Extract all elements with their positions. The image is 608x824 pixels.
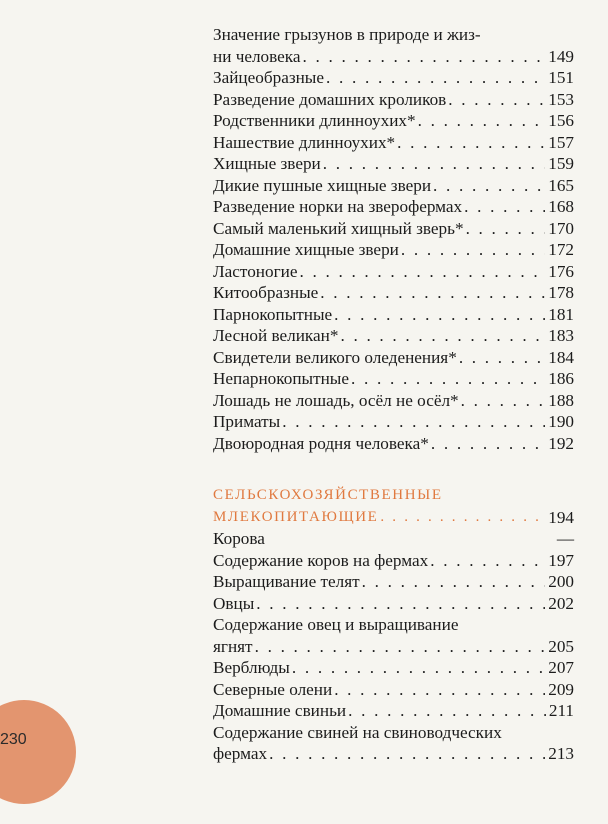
toc-entry-page: 170 [548,218,574,238]
toc-entry [213,261,574,283]
leader-dots [401,239,545,261]
toc-entry [213,411,574,433]
leader-dots [380,507,545,529]
toc-entry-title: Северные олени [213,679,333,699]
leader-dots [448,89,545,111]
toc-entry-title: Домашние свиньи [213,701,347,720]
toc-entry [213,347,574,369]
toc-entry-page: 202 [548,593,574,613]
toc-entry-page: 207 [548,658,574,677]
leader-dots [351,368,545,390]
toc-entry-title: Выращивание телят [213,572,360,591]
toc-entry-page: 209 [548,679,574,699]
toc-entry-title: Верблюды [213,658,290,677]
leader-dots [256,593,545,615]
toc-entry-page: 153 [548,89,574,109]
toc-entry [213,722,574,765]
section-heading [213,485,574,528]
toc-entry-page: 200 [548,572,574,591]
toc-entry-page: 188 [548,390,574,410]
toc-entry-page: 157 [548,132,574,152]
toc-entry-page: 184 [548,347,574,367]
toc-entry-title: ни человека [213,46,301,66]
leader-dots [397,132,545,154]
table-of-contents [213,24,574,765]
leader-dots [255,636,546,658]
toc-entry [213,390,574,412]
toc-entry-title: Дикие пушные хищные звери [213,175,432,195]
toc-entry [213,282,574,304]
toc-entry-line1: Содержание овец и выращивание [213,615,459,634]
toc-entry-title: Непарнокопытные [213,369,349,388]
section-heading-title: МЛЕКОПИТАЮЩИЕ [213,508,379,525]
toc-entry [213,304,574,326]
section-heading-page: 194 [548,507,574,527]
toc-entry-line1: Значение грызунов в природе и жиз- [213,25,481,44]
leader-dots [348,700,546,722]
toc-entry-title: Приматы [213,412,281,431]
toc-entry-page: 176 [548,261,574,281]
leader-dots [459,347,545,369]
toc-entry [213,593,574,615]
leader-dots [334,679,545,701]
toc-entry-title: фермах [213,744,268,763]
toc-entry-page: 149 [548,46,574,66]
show-through-text [8,18,208,778]
toc-entry-title: Свидетели великого оледенения* [213,347,457,367]
toc-entry [213,657,574,679]
toc-entry-page: 211 [548,701,574,720]
leader-dots [431,433,545,455]
toc-entry-page: 159 [548,154,574,173]
page-number: 230 [0,731,27,748]
toc-entry-title: Двоюродная родня человека* [213,433,429,453]
toc-entry [213,153,574,175]
toc-entry-page: 165 [548,175,574,195]
toc-entry [213,571,574,593]
toc-entry-title: Разведение домашних кроликов [213,89,447,109]
toc-entry [213,175,574,197]
toc-entry-title: Содержание коров на фермах [213,550,429,570]
toc-entry-title: Зайцеобразные [213,68,324,87]
toc-entry-title: Нашествие длинноухих* [213,132,396,152]
leader-dots [430,550,545,572]
toc-entry-title: Китообразные [213,283,319,302]
leader-dots [323,153,545,175]
toc-entry [213,67,574,89]
toc-entry-page: 178 [548,283,574,302]
toc-entry-title: Разведение норки на зверофермах [213,197,463,216]
toc-entry-page: 192 [548,433,574,453]
toc-entry-line1: Содержание свиней на свиноводческих [213,722,502,742]
toc-entry [213,679,574,701]
toc-entry [213,132,574,154]
toc-entry-title: ягнят [213,636,253,656]
toc-entry-page: 168 [548,197,574,216]
toc-entry [213,325,574,347]
toc-entry [213,239,574,261]
toc-entry-title: Хищные звери [213,154,321,173]
toc-entry [213,89,574,111]
toc-entry-title: Корова [213,529,265,548]
leader-dots [433,175,545,197]
leader-dots [292,657,545,679]
leader-dots [461,390,546,412]
toc-entry-page: 151 [548,68,574,87]
leader-dots [320,282,545,304]
toc-entry [213,550,574,572]
toc-entry-page: 183 [548,326,574,345]
toc-entry [213,24,574,67]
leader-dots [340,325,545,347]
toc-entry [213,110,574,132]
leader-dots [269,743,545,765]
leader-dots [326,67,545,89]
leader-dots [282,411,545,433]
toc-entry [213,218,574,240]
leader-dots [334,304,545,326]
toc-entry-title: Лошадь не лошадь, осёл не осёл* [213,390,459,410]
leader-dots [466,218,546,240]
section-heading-line1: СЕЛЬСКОХОЗЯЙСТВЕННЫЕ [213,487,443,503]
toc-entry [213,528,574,550]
leader-dots [362,571,546,593]
toc-entry-page: 186 [548,369,574,388]
toc-entry-page: 181 [548,304,574,324]
toc-entry-title: Парнокопытные [213,304,333,324]
toc-entry-page: 197 [548,550,574,570]
toc-entry-title: Самый маленький хищный зверь* [213,218,464,238]
toc-entry-page: 190 [548,412,574,431]
leader-dots [303,46,546,68]
toc-entry-title: Овцы [213,593,255,613]
toc-entry-page: — [556,529,574,548]
toc-entry [213,433,574,455]
toc-entry-title: Домашние хищные звери [213,240,399,259]
leader-dots [464,196,545,218]
toc-entry-title: Ластоногие [213,261,298,281]
leader-dots [418,110,546,132]
toc-entry-page: 172 [548,240,574,259]
toc-entry [213,368,574,390]
toc-entry-page: 205 [548,636,574,656]
toc-entry [213,614,574,657]
toc-entry-page: 213 [548,744,574,763]
toc-entry [213,700,574,722]
leader-dots [299,261,545,283]
toc-entry-page: 156 [548,111,574,130]
toc-entry-title: Родственники длинноухих* [213,111,416,130]
toc-entry-title: Лесной великан* [213,326,339,345]
toc-entry [213,196,574,218]
